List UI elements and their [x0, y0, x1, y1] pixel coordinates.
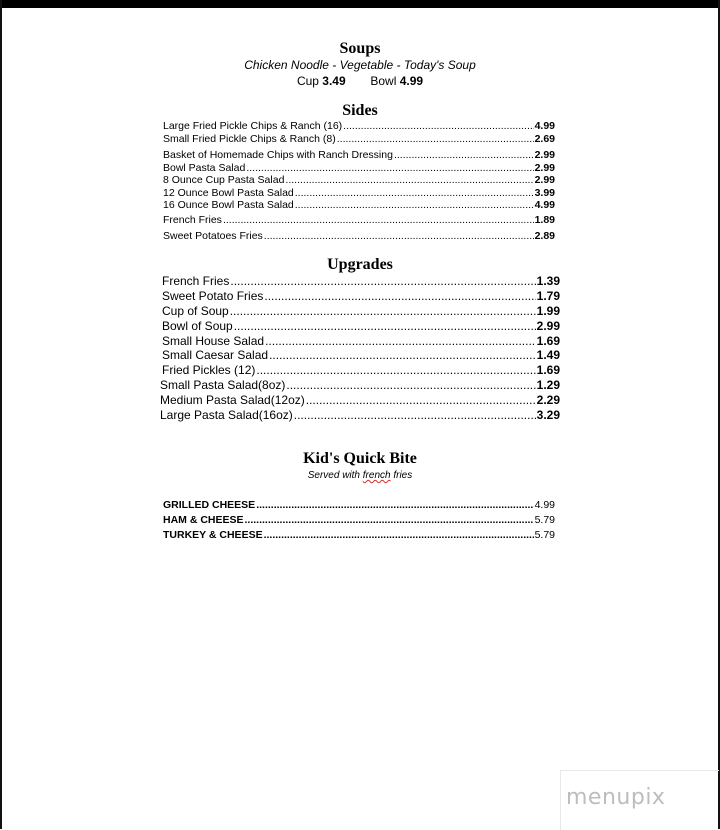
item-name: Large Pasta Salad(16oz) [160, 408, 293, 422]
item-name: Sweet Potato Fries [162, 289, 264, 303]
item-price: 2.99 [534, 174, 555, 186]
list-item [163, 133, 555, 145]
list-item [162, 274, 560, 288]
item-name: Small Pasta Salad(8oz) [160, 378, 286, 392]
item-price: 3.29 [536, 408, 560, 422]
list-item [160, 408, 560, 422]
item-name: 16 Ounce Bowl Pasta Salad [163, 199, 294, 211]
item-price: 4.99 [534, 499, 555, 511]
list-item [163, 187, 555, 199]
item-name: French Fries [162, 274, 230, 288]
item-price: 1.99 [536, 304, 560, 318]
item-price: 1.69 [536, 363, 560, 377]
item-name: HAM & CHEESE [163, 514, 244, 526]
list-item [163, 230, 555, 242]
item-name: Large Fried Pickle Chips & Ranch (16) [163, 120, 343, 132]
kids-subtitle: Served with french fries [307, 470, 413, 481]
list-item [163, 499, 555, 512]
sides-heading: Sides [342, 102, 378, 119]
item-name: GRILLED CHEESE [163, 499, 256, 511]
soup-prices [0, 74, 720, 88]
item-name: Basket of Homemade Chips with Ranch Dressing [163, 149, 393, 161]
list-item [163, 162, 555, 174]
item-price: 1.39 [536, 274, 560, 288]
item-price: 4.99 [534, 120, 555, 132]
item-price: 4.99 [534, 199, 555, 211]
item-name: Small Caesar Salad [162, 348, 269, 362]
item-name: TURKEY & CHEESE [163, 529, 263, 541]
item-name: Small House Salad [162, 334, 265, 348]
item-name: Bowl of Soup [162, 319, 233, 333]
item-name: Fried Pickles (12) [162, 363, 256, 377]
spellcheck-word: french [362, 470, 391, 481]
list-item [162, 334, 560, 348]
list-item [163, 149, 555, 161]
list-item [163, 514, 555, 527]
list-item [160, 378, 560, 392]
list-item [162, 304, 560, 318]
soups-varieties: Chicken Noodle - Vegetable - Today's Soup [244, 58, 476, 72]
bowl-label: Bowl [370, 74, 397, 88]
item-price: 5.79 [534, 514, 555, 526]
item-name: Sweet Potatoes Fries [163, 230, 263, 242]
item-price: 1.29 [536, 378, 560, 392]
item-price: 2.99 [534, 149, 555, 161]
list-item [162, 363, 560, 377]
list-item [163, 529, 555, 542]
list-item [163, 214, 555, 226]
list-item [162, 348, 560, 362]
item-price: 1.79 [536, 289, 560, 303]
item-price: 2.69 [534, 133, 555, 145]
item-name: French Fries [163, 214, 222, 226]
item-price: 1.89 [534, 214, 555, 226]
list-item [163, 120, 555, 132]
watermark-logo: menupix [566, 785, 666, 810]
item-price: 1.69 [536, 334, 560, 348]
cup-price: 3.49 [322, 74, 346, 88]
item-name: 8 Ounce Cup Pasta Salad [163, 174, 285, 186]
item-price: 5.79 [534, 529, 555, 541]
item-price: 2.99 [536, 319, 560, 333]
item-name: Bowl Pasta Salad [163, 162, 246, 174]
list-item [163, 199, 555, 211]
upgrades-heading: Upgrades [327, 256, 393, 273]
soups-heading: Soups [339, 40, 381, 57]
list-item [162, 289, 560, 303]
item-price: 2.89 [534, 230, 555, 242]
item-name: Small Fried Pickle Chips & Ranch (8) [163, 133, 336, 145]
kids-heading: Kid's Quick Bite [303, 450, 417, 467]
item-price: 2.29 [536, 393, 560, 407]
list-item [163, 174, 555, 186]
cup-label: Cup [296, 74, 319, 88]
item-price: 3.99 [534, 187, 555, 199]
bowl-price: 4.99 [399, 74, 424, 88]
list-item [162, 319, 560, 333]
item-name: 12 Ounce Bowl Pasta Salad [163, 187, 294, 199]
list-item [160, 393, 560, 407]
item-price: 1.49 [536, 348, 560, 362]
item-price: 2.99 [534, 162, 555, 174]
item-name: Cup of Soup [162, 304, 229, 318]
item-name: Medium Pasta Salad(12oz) [160, 393, 305, 407]
